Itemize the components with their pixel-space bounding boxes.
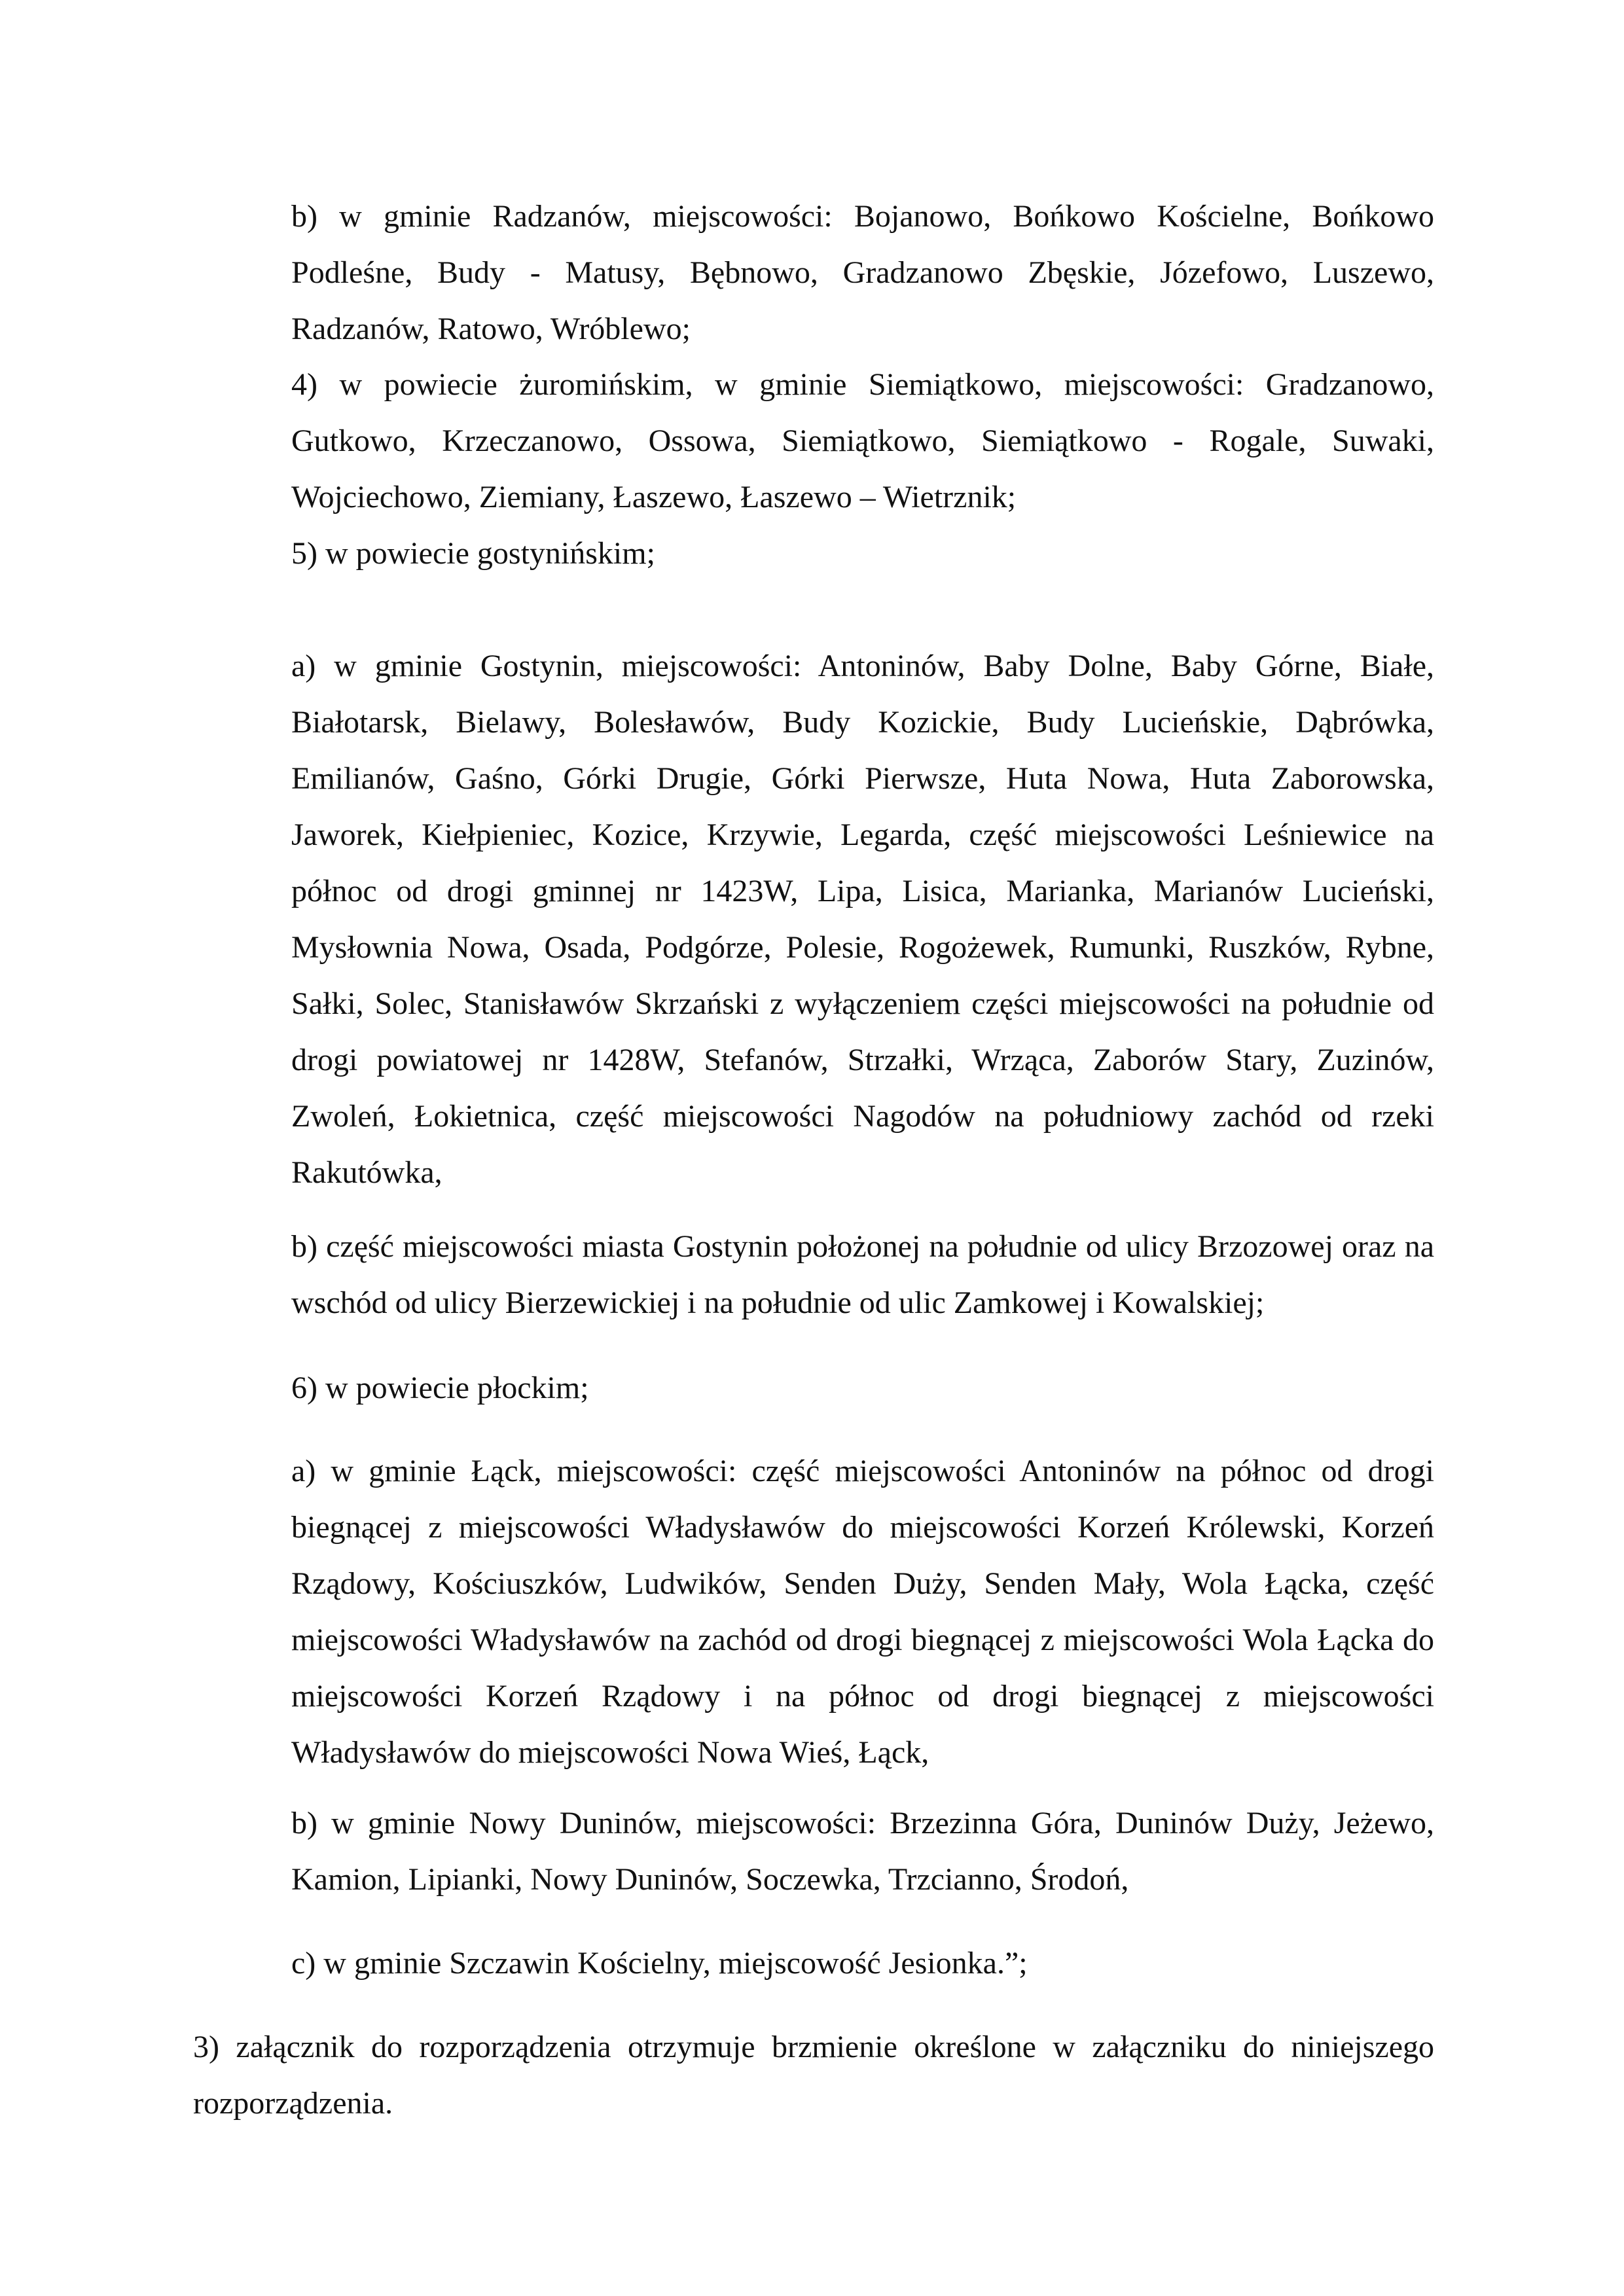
paragraph-6a-lack: a) w gminie Łąck, miejscowości: część miejscowości Antoninów na północ od drogi biegnącej z miejscowości Władysławów do miejscowości Korzeń Królewski, Korzeń Rządowy, Kościuszków, Ludwików, Senden Duży, Senden Mały, Wola Łącka, część miejscowości Władysławów na zachód od drogi biegnącej z miejscowości Wola Łącka do miejscowości Korzeń Rządowy i na północ od drogi biegnącej z miejscowości Władysławów do miejscowości Nowa Wieś, Łąck, bbox=[291, 1454, 1434, 1770]
paragraph-5a-gostynin: a) w gminie Gostynin, miejscowości: Antoninów, Baby Dolne, Baby Górne, Białe, Białotarsk, Bielawy, Bolesławów, Budy Kozickie, Budy Lucieńskie, Dąbrówka, Emilianów, Gaśno, Górki Drugie, Górki Pierwsze, Huta Nowa, Huta Zaborowska, Jaworek, Kiełpieniec, Kozice, Krzywie, Legarda, część miejscowości Leśniewice na północ od drogi gminnej nr 1423W, Lipa, Lisica, Marianka, Marianów Lucieński, Mysłownia Nowa, Osada, Podgórze, Polesie, Rogożewek, Rumunki, Ruszków, Rybne, Sałki, Solec, Stanisławów Skrzański z wyłączeniem części miejscowości na południe od drogi powiatowej nr 1428W, Stefanów, Strzałki, Wrząca, Zaborów Stary, Zuzinów, Zwoleń, Łokietnica, część miejscowości Nagodów na południowy zachód od rzeki Rakutówka, bbox=[291, 649, 1434, 1190]
paragraph-3b-radzanow: b) w gminie Radzanów, miejscowości: Bojanowo, Bońkowo Kościelne, Bońkowo Podleśne, Budy - Matusy, Bębnowo, Gradzanowo Zbęskie, Józefowo, Luszewo, Radzanów, Ratowo, Wróblewo; bbox=[291, 199, 1434, 346]
paragraph-3-zalacznik: 3) załącznik do rozporządzenia otrzymuje brzmienie określone w załączniku do niniejszego rozporządzenia. bbox=[193, 2030, 1434, 2121]
paragraph-6c-szczawin: c) w gminie Szczawin Kościelny, miejscowość Jesionka.”; bbox=[291, 1946, 1028, 1981]
paragraph-6b-nowy-duninow: b) w gminie Nowy Duninów, miejscowości: Brzezinna Góra, Duninów Duży, Jeżewo, Kamion, Lipianki, Nowy Duninów, Soczewka, Trzcianno, Środoń, bbox=[291, 1806, 1434, 1897]
paragraph-6-plocki: 6) w powiecie płockim; bbox=[291, 1371, 589, 1405]
paragraph-4-zurominski: 4) w powiecie żuromińskim, w gminie Siemiątkowo, miejscowości: Gradzanowo, Gutkowo, Krzeczanowo, Ossowa, Siemiątkowo, Siemiątkowo - Rogale, Suwaki, Wojciechowo, Ziemiany, Łaszewo, Łaszewo – Wietrznik; bbox=[291, 367, 1434, 514]
paragraph-5b-gostynin-city: b) część miejscowości miasta Gostynin położonej na południe od ulicy Brzozowej oraz na wschód od ulicy Bierzewickiej i na południe od ulic Zamkowej i Kowalskiej; bbox=[291, 1229, 1434, 1320]
paragraph-5-gostyninski: 5) w powiecie gostynińskim; bbox=[291, 536, 655, 571]
